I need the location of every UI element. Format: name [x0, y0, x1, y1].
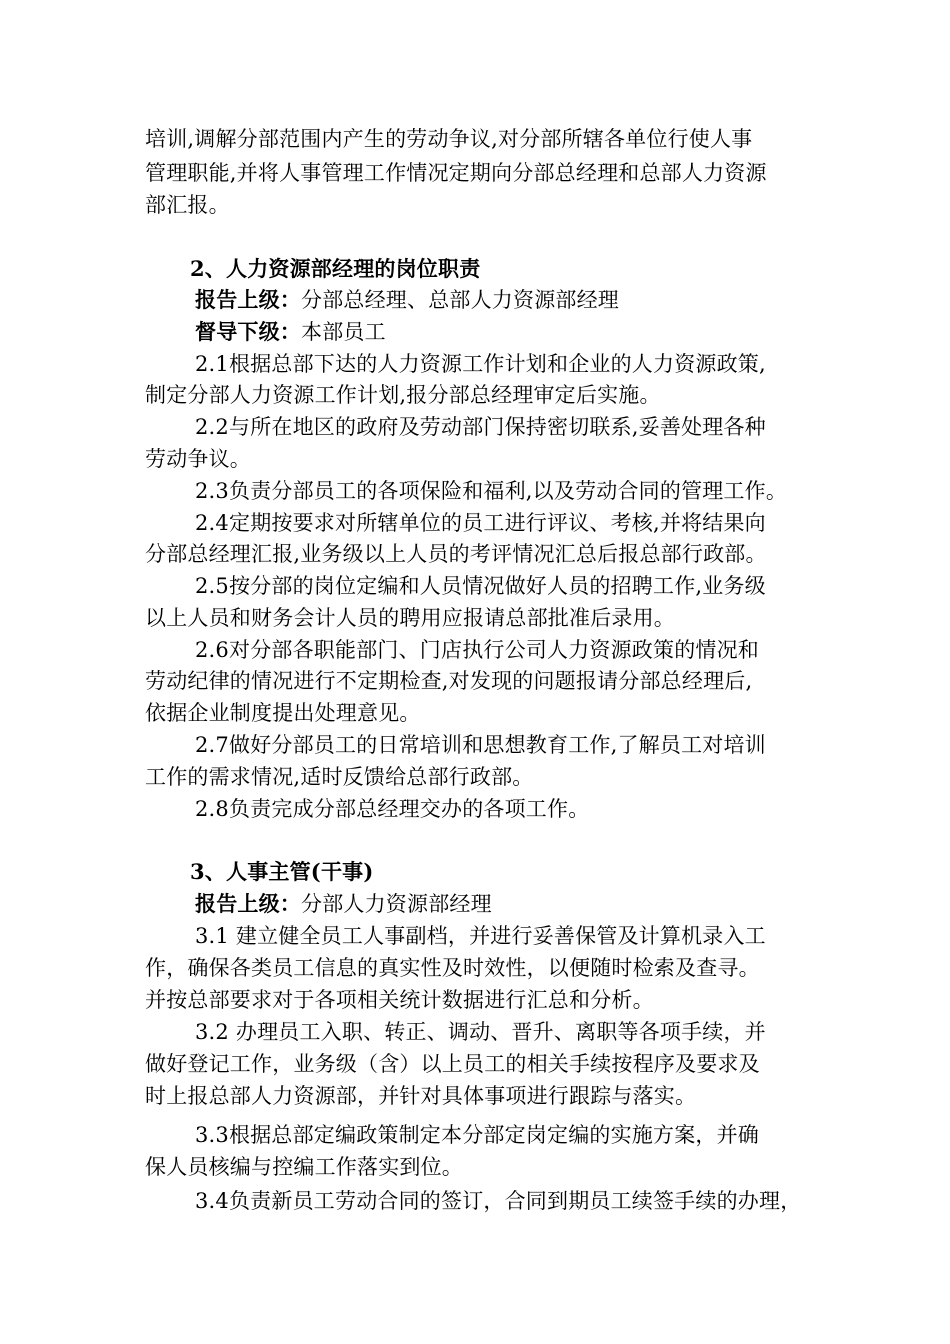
duty-item-line: 分部总经理汇报,业务级以上人员的考评情况汇总后报总部行政部。: [145, 542, 767, 566]
duty-item-line: 做好登记工作，业务级（含）以上员工的相关手续按程序及要求及: [145, 1052, 760, 1076]
section-heading: 2、人力资源部经理的岗位职责: [190, 256, 481, 281]
duty-item-line: 工作的需求情况,适时反馈给总部行政部。: [145, 765, 534, 789]
duty-item-line: 2.2与所在地区的政府及劳动部门保持密切联系,妥善处理各种: [195, 415, 766, 439]
report-to-label: 报告上级：: [195, 891, 301, 916]
supervise-row: [195, 317, 825, 347]
report-to-row: [195, 285, 825, 315]
report-to-value: 分部总经理、总部人力资源部经理: [301, 288, 619, 312]
supervise-label: 督导下级：: [195, 319, 301, 344]
duty-item-line: 劳动纪律的情况进行不定期检查,对发现的问题报请分部总经理后,: [145, 669, 753, 693]
duty-item-line: 2.6对分部各职能部门、门店执行公司人力资源政策的情况和: [195, 638, 759, 662]
duty-item-line: 依据企业制度提出处理意见。: [145, 701, 421, 725]
supervise-value: 本部员工: [301, 320, 386, 344]
duty-item-line: 制定分部人力资源工作计划,报分部总经理审定后实施。: [145, 383, 661, 407]
duty-item-line: 3.2 办理员工入职、转正、调动、晋升、离职等各项手续，并: [195, 1020, 766, 1044]
report-to-label: 报告上级：: [195, 287, 301, 312]
duty-item-line: 2.4定期按要求对所辖单位的员工进行评议、考核,并将结果向: [195, 511, 766, 535]
duty-item-line: 3.3根据总部定编政策制定本分部定岗定编的实施方案，并确: [195, 1123, 759, 1147]
report-to-row: [195, 889, 825, 919]
duty-item-line: 并按总部要求对于各项相关统计数据进行汇总和分析。: [145, 988, 654, 1012]
duty-item-line: 以上人员和财务会计人员的聘用应报请总部批准后录用。: [145, 606, 675, 630]
duty-item-line: 2.8负责完成分部总经理交办的各项工作。: [195, 797, 590, 821]
duty-item-line: 2.1根据总部下达的人力资源工作计划和企业的人力资源政策,: [195, 352, 766, 376]
duty-item-line: 劳动争议。: [145, 447, 251, 471]
section-heading: 3、人事主管(干事): [190, 859, 374, 884]
duty-item-line: 2.7做好分部员工的日常培训和思想教育工作,了解员工对培训: [195, 733, 766, 757]
duty-item-line: 2.3负责分部员工的各项保险和福利,以及劳动合同的管理工作。: [195, 479, 788, 503]
duty-item-line: 2.5按分部的岗位定编和人员情况做好人员的招聘工作,业务级: [195, 574, 766, 598]
paragraph-line: 部汇报。: [145, 193, 230, 217]
duty-item-line: 3.4负责新员工劳动合同的签订，合同到期员工续签手续的办理，: [195, 1189, 802, 1213]
paragraph-line: 培训,调解分部范围内产生的劳动争议,对分部所辖各单位行使人事: [145, 127, 753, 151]
duty-item-line: 时上报总部人力资源部，并针对具体事项进行跟踪与落实。: [145, 1084, 697, 1108]
report-to-value: 分部人力资源部经理: [301, 892, 492, 916]
duty-item-line: 保人员核编与控编工作落实到位。: [145, 1155, 463, 1179]
duty-item-line: 作，确保各类员工信息的真实性及时效性，以便随时检索及查寻。: [145, 956, 760, 980]
paragraph-line: 管理职能,并将人事管理工作情况定期向分部总经理和总部人力资源: [145, 161, 767, 185]
duty-item-line: 3.1 建立健全员工人事副档，并进行妥善保管及计算机录入工: [195, 924, 766, 948]
